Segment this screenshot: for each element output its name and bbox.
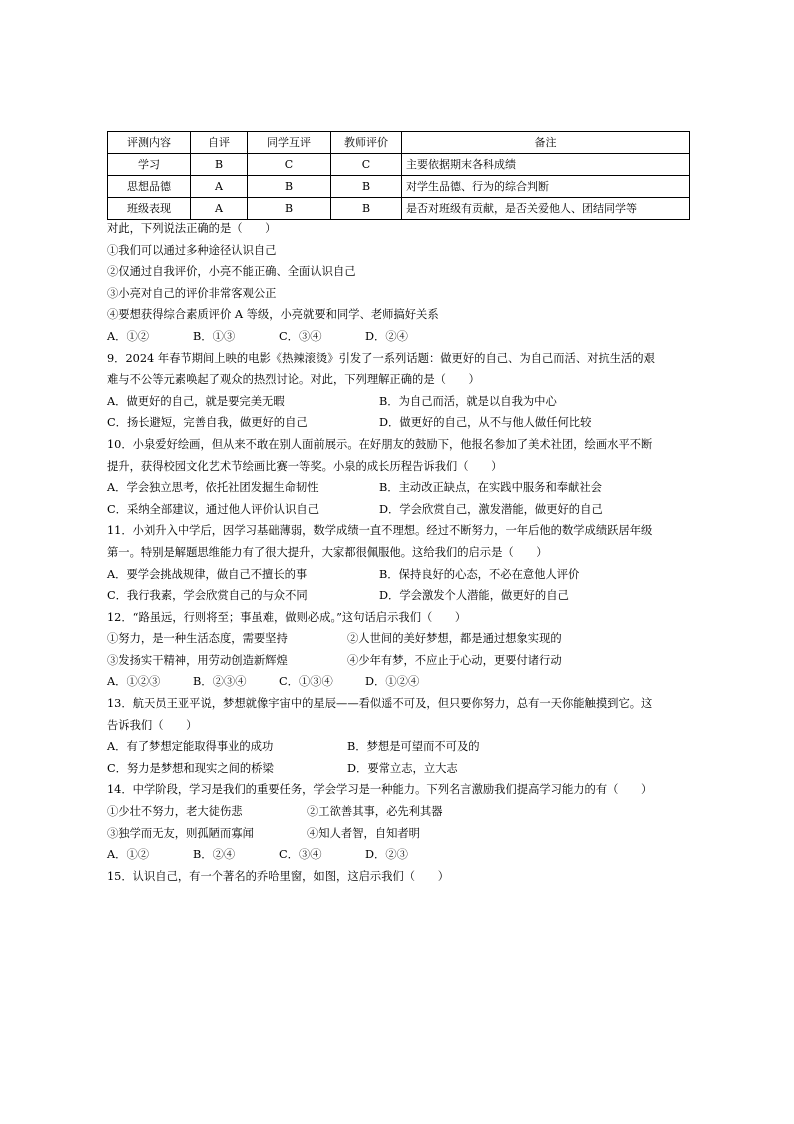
option-c: C．①③④ [279,675,333,689]
evaluation-table [107,131,690,220]
table-cell: B [331,198,402,220]
q8-item: ②仅通过自我评价，小亮不能正确、全面认识自己 [107,265,356,279]
table-header-cell: 备注 [402,132,690,154]
q14-item: ④知人者智，自知者明 [307,826,420,840]
option-b: B．梦想是可望而不可及的 [347,740,480,754]
table-cell: C [248,154,331,176]
table-cell: A [191,198,248,220]
q12-options [107,671,697,693]
q13-stem: 13．航天员王亚平说，梦想就像宇宙中的星辰——看似遥不可及，但只要你努力，总有一天你能触摸到它。这 [107,697,653,711]
q11-stem: 11．小刘升入中学后，因学习基础薄弱，数学成绩一直不理想。经过不断努力，一年后他的数学成绩跃居年级 [107,524,653,538]
q10-stem-cont: 提升，获得校园文化艺术节绘画比赛一等奖。小泉的成长历程告诉我们（ ） [107,459,503,473]
q12-item: ③发扬实干精神，用劳动创造新辉煌 [107,653,288,667]
table-header-cell: 同学互评 [248,132,331,154]
table-row [108,154,690,176]
q11-options-row [107,564,697,586]
option-a: A．①② [107,848,150,862]
q9-options-row [107,391,697,413]
q13-options-row [107,736,697,758]
q14-item: ①少壮不努力，老大徒伤悲 [107,805,243,819]
option-d: D．做更好的自己，从不与他人做任何比较 [379,416,592,430]
option-c: C．采纳全部建议，通过他人评价认识自己 [107,502,319,516]
table-cell: B [191,154,248,176]
q12-items-row [107,650,697,672]
option-a: A．①② [107,329,150,343]
question-text [107,218,697,887]
q14-items-row [107,801,697,823]
option-a: A．要学会挑战规律，做自己不擅长的事 [107,567,308,581]
q14-options [107,844,697,866]
option-c: C．我行我素，学会欣赏自己的与众不同 [107,589,308,603]
option-a: A．①②③ [107,675,161,689]
q12-items-row [107,628,697,650]
table-cell: B [331,176,402,198]
option-b: B．为自己而活，就是以自我为中心 [379,394,557,408]
q8-options [107,326,697,348]
option-a: A．学会独立思考，依托社团发掘生命韧性 [107,481,319,495]
q11-options-row [107,585,697,607]
option-d: D．学会激发个人潜能，做更好的自己 [379,589,569,603]
option-d: D．要常立志，立大志 [347,761,458,775]
q8-item: ④要想获得综合素质评价 A 等级，小亮就要和同学、老师搞好关系 [107,308,439,322]
option-d: D．②④ [365,329,408,343]
q14-items-row [107,823,697,845]
option-a: A．有了梦想定能取得事业的成功 [107,740,274,754]
q8-item: ③小亮对自己的评价非常客观公正 [107,286,277,300]
q9-stem: 9．2024 年春节期间上映的电影《热辣滚烫》引发了一系列话题：做更好的自己、为自己而活、对抗生活的艰 [107,351,655,365]
q9-options-row [107,412,697,434]
option-b: B．②④ [193,848,236,862]
table-cell: 是否对班级有贡献，是否关爱他人、团结同学等 [402,198,690,220]
option-c: C．③④ [279,329,322,343]
option-b: B．②③④ [193,675,247,689]
table-cell: 思想品德 [108,176,191,198]
table-header-cell: 教师评价 [331,132,402,154]
table-header-row [108,132,690,154]
table-header-cell: 自评 [191,132,248,154]
option-c: C．努力是梦想和现实之间的桥梁 [107,761,274,775]
option-c: C．扬长避短，完善自我，做更好的自己 [107,416,308,430]
option-b: B．主动改正缺点，在实践中服务和奉献社会 [379,481,602,495]
table-header-cell: 评测内容 [108,132,191,154]
q12-item: ①努力，是一种生活态度，需要坚持 [107,632,288,646]
q12-stem: 12．“路虽远，行则将至；事虽难，做则必成。”这句话启示我们（ ） [107,610,467,624]
table-cell: 学习 [108,154,191,176]
table-cell: 对学生品德、行为的综合判断 [402,176,690,198]
q12-item: ②人世间的美好梦想，都是通过想象实现的 [347,632,562,646]
q14-item: ③独学而无友，则孤陋而寡闻 [107,826,254,840]
table-cell: C [331,154,402,176]
table-cell: A [191,176,248,198]
q10-options-row [107,499,697,521]
q11-stem-cont: 第一。特别是解题思维能力有了很大提升，大家都很佩服他。这给我们的启示是（ ） [107,545,548,559]
table-row [108,198,690,220]
q10-options-row [107,477,697,499]
option-d: D．②③ [365,848,408,862]
q12-item: ④少年有梦，不应止于心动，更要付诸行动 [347,653,562,667]
option-b: B．①③ [193,329,236,343]
table-cell: B [248,198,331,220]
q13-options-row [107,758,697,780]
table-cell: 班级表现 [108,198,191,220]
option-a: A．做更好的自己，就是要完美无暇 [107,394,285,408]
table-row [108,176,690,198]
table-cell: 主要依据期末各科成绩 [402,154,690,176]
option-c: C．③④ [279,848,322,862]
q8-item: ①我们可以通过多种途径认识自己 [107,243,277,257]
q8-stem: 对此，下列说法正确的是（ ） [107,222,277,235]
q9-stem-cont: 难与不公等元素唤起了观众的热烈讨论。对此，下列理解正确的是（ ） [107,373,480,387]
q14-item: ②工欲善其事，必先利其器 [307,805,443,819]
option-d: D．学会欣赏自己，激发潜能，做更好的自己 [379,502,603,516]
table-cell: B [248,176,331,198]
q13-stem-cont: 告诉我们（ ） [107,718,198,732]
q10-stem: 10．小泉爱好绘画，但从来不敢在别人面前展示。在好朋友的鼓励下，他报名参加了美术社团，绘画水平不断 [107,437,653,451]
q14-stem: 14．中学阶段，学习是我们的重要任务，学会学习是一种能力。下列名言激励我们提高学习能力的有（ ） [107,783,653,797]
q15-stem: 15．认识自己，有一个著名的乔哈里窗，如图，这启示我们（ ） [107,869,449,883]
option-b: B．保持良好的心态，不必在意他人评价 [379,567,580,581]
option-d: D．①②④ [365,675,420,689]
